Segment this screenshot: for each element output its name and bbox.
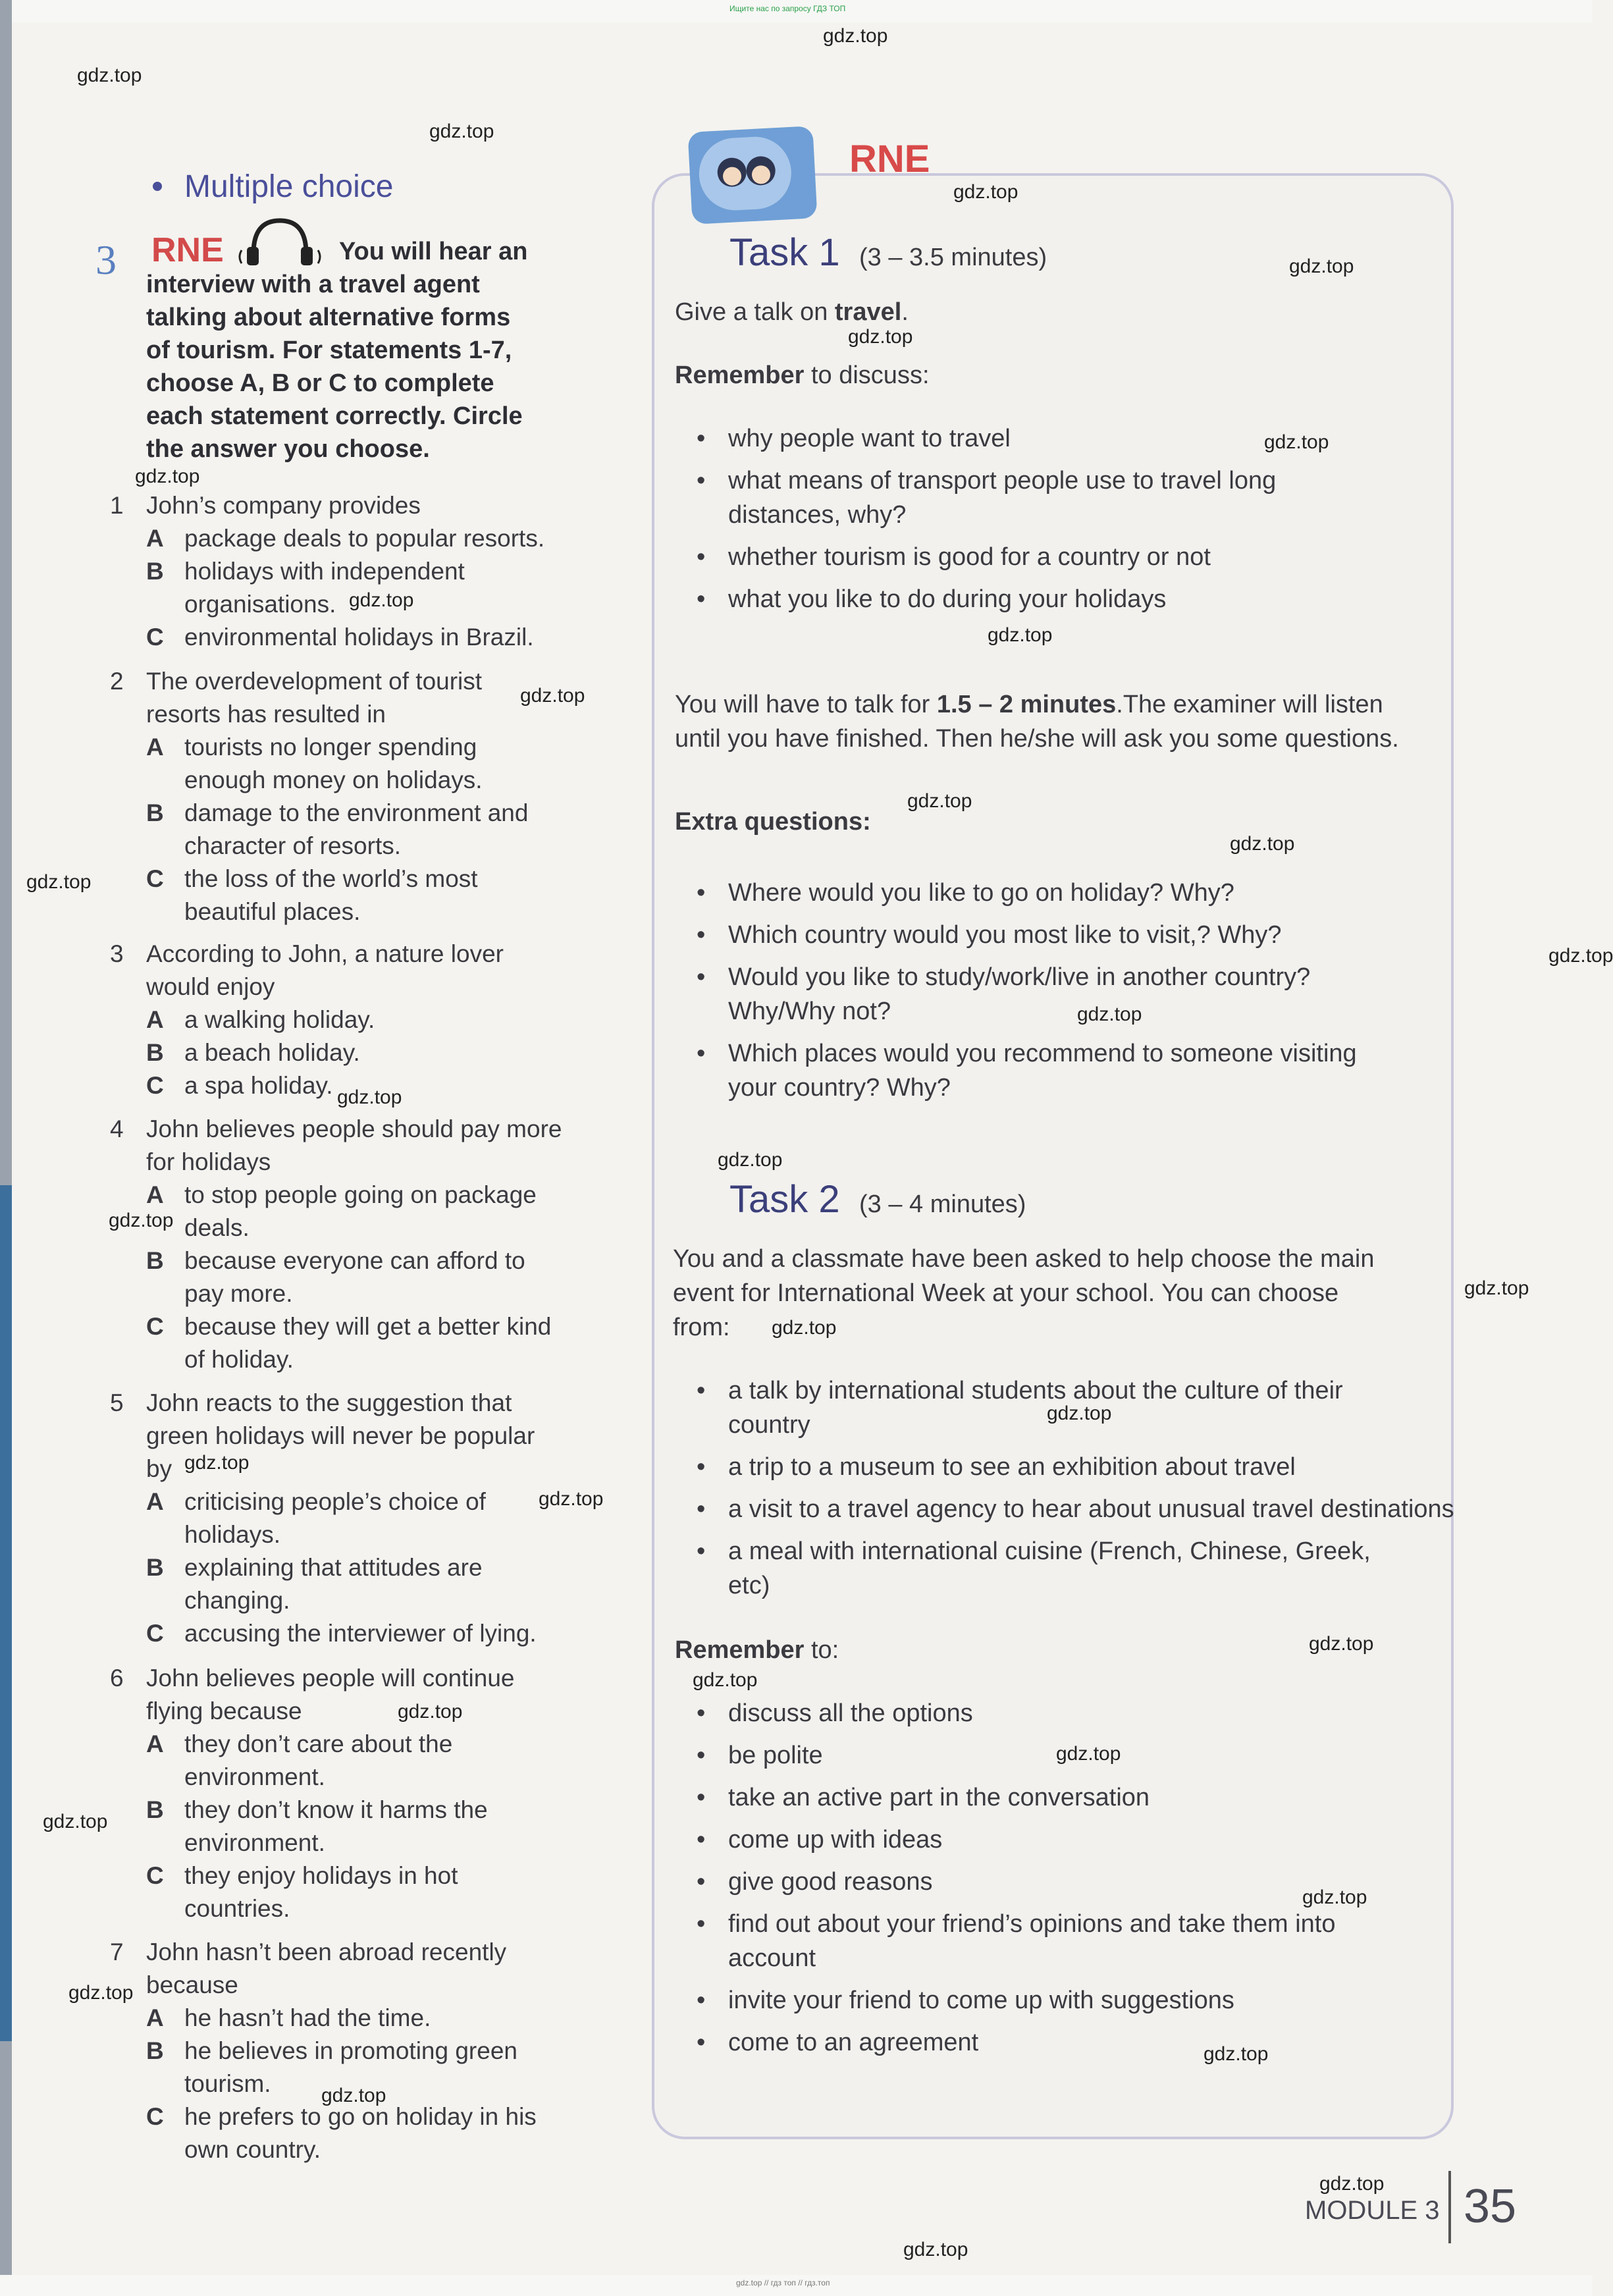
watermark: gdz.top [321,2085,386,2106]
bullet-dot: • [697,1377,706,1404]
watermark: gdz.top [135,466,200,487]
option-text: he believes in promoting green [184,2037,517,2064]
bullet-dot: • [697,879,706,907]
option-text: deals. [184,1214,250,1241]
bullet-text: a meal with international cuisine (French, Chinese, Greek, [728,1537,1371,1565]
question-text: by [146,1455,172,1482]
watermark: gdz.top [520,685,585,707]
question-text: John hasn’t been abroad recently [146,1938,507,1965]
watermark: gdz.top [337,1086,402,1108]
watermark: gdz.top [43,1811,108,1832]
option-text: explaining that attitudes are [184,1554,483,1581]
bullet-text: Which country would you most like to visit,? Why? [728,921,1282,949]
watermark: gdz.top [349,589,414,611]
panel-header-badge [687,126,817,225]
task1-give: Give a talk on travel. [675,298,909,326]
question-number: 1 [110,492,124,519]
task1-talk2: until you have finished. Then he/she will ask you some questions. [675,725,1399,753]
task2-time: (3 – 4 minutes) [859,1190,1026,1218]
option-letter: B [146,558,164,585]
bullet-dot: • [697,585,706,613]
question-text: John believes people will continue [146,1665,515,1692]
option-letter: C [146,1072,164,1099]
bullet-dot: • [697,2029,706,2056]
option-text: holidays with independent [184,558,465,585]
bullet-text: a visit to a travel agency to hear about unusual travel destinations [728,1495,1454,1523]
option-text: criticising people’s choice of [184,1488,486,1515]
option-letter: C [146,865,164,892]
bullet-dot: • [697,921,706,949]
task1-title: Task 1 [729,231,840,274]
bullet-text: country [728,1411,810,1439]
bottom-note: gdz.top // гдз топ // гдз.топ [736,2278,830,2287]
headphones-icon [240,214,319,267]
option-letter: A [146,1181,164,1208]
instruction-line: talking about alternative forms [146,304,511,331]
bullet-text: a trip to a museum to see an exhibition about travel [728,1453,1296,1481]
watermark: gdz.top [1230,833,1295,855]
bullet-text: Why/Why not? [728,998,891,1025]
bullet-dot: • [697,467,706,494]
watermark: gdz.top [68,1982,134,2004]
option-letter: C [146,1862,164,1889]
bullet-dot: • [697,1495,706,1523]
bullet-text: a talk by international students about the culture of their [728,1377,1343,1404]
task1-remember: Remember to discuss: [675,361,930,389]
option-text: character of resorts. [184,832,402,859]
watermark: gdz.top [26,871,92,893]
bullet-text: whether tourism is good for a country or not [728,543,1211,571]
watermark: gdz.top [988,624,1053,646]
bullet-dot: • [697,543,706,571]
watermark: gdz.top [1302,1886,1367,1908]
footer-divider [1448,2171,1451,2243]
option-text: accusing the interviewer of lying. [184,1620,537,1647]
watermark: gdz.top [772,1317,837,1339]
option-text: changing. [184,1587,290,1614]
watermark: gdz.top [1309,1633,1374,1655]
watermark: gdz.top [848,326,913,348]
bullet-text: distances, why? [728,501,907,529]
option-letter: B [146,1247,164,1274]
option-text: environment. [184,1829,325,1856]
option-letter: A [146,734,164,761]
watermark: gdz.top [1077,1003,1142,1025]
bullet-text: take an active part in the conversation [728,1784,1150,1811]
question-text: John believes people should pay more [146,1115,562,1142]
question-text: because [146,1971,238,1998]
instruction-line: choose A, B or C to complete [146,369,494,397]
instruction-line: of tourism. For statements 1-7, [146,336,512,364]
option-letter: A [146,525,164,552]
option-text: tourism. [184,2070,271,2097]
task2-title: Task 2 [729,1178,840,1221]
bullet-dot: • [697,1868,706,1896]
extra-questions-heading: Extra questions: [675,808,871,836]
option-text: they don’t know it harms the [184,1796,488,1823]
watermark: gdz.top [1289,255,1354,277]
bullet-text: find out about your friend’s opinions and take them into [728,1910,1336,1938]
question-text: According to John, a nature lover [146,940,504,967]
bullet-text: come up with ideas [728,1826,943,1854]
option-text: environment. [184,1763,325,1790]
option-text: package deals to popular resorts. [184,525,545,552]
option-text: a spa holiday. [184,1072,333,1099]
question-text: John’s company provides [146,492,421,519]
option-text: damage to the environment and [184,799,529,826]
option-text: because they will get a better kind [184,1313,552,1340]
panel-rne-label: RNE [849,138,930,180]
bullet-dot [153,182,162,191]
bullet-text: discuss all the options [728,1699,973,1727]
bullet-text: give good reasons [728,1868,933,1896]
watermark: gdz.top [1047,1402,1112,1424]
option-text: they don’t care about the [184,1730,453,1757]
bullet-text: etc) [728,1572,770,1599]
bullet-text: Would you like to study/work/live in another country? [728,963,1311,991]
option-text: of holiday. [184,1346,294,1373]
option-text: pay more. [184,1280,293,1307]
option-letter: C [146,624,164,651]
option-text: holidays. [184,1521,281,1548]
bullet-text: invite your friend to come up with suggestions [728,1987,1234,2014]
bullet-dot: • [697,425,706,452]
watermark: gdz.top [903,2239,968,2260]
question-text: resorts has resulted in [146,701,386,728]
option-text: organisations. [184,591,336,618]
option-text: to stop people going on package [184,1181,537,1208]
exercise-number: 3 [95,236,117,283]
question-number: 4 [110,1115,124,1142]
option-letter: B [146,2037,164,2064]
option-text: because everyone can afford to [184,1247,525,1274]
option-letter: A [146,1006,164,1033]
option-text: enough money on holidays. [184,766,483,793]
bullet-dot: • [697,1742,706,1769]
watermark: gdz.top [539,1488,604,1510]
option-text: a beach holiday. [184,1039,360,1066]
bullet-dot: • [697,1987,706,2014]
question-number: 2 [110,668,124,695]
watermark: gdz.top [823,25,888,47]
option-text: environmental holidays in Brazil. [184,624,534,651]
task1-time: (3 – 3.5 minutes) [859,244,1047,271]
page-number: 35 [1464,2180,1517,2233]
watermark: gdz.top [1464,1277,1529,1299]
watermark: gdz.top [953,181,1018,203]
option-letter: A [146,2004,164,2031]
top-note: Ищите нас по запросу ГДЗ ТОП [729,4,846,13]
watermark: gdz.top [77,65,142,86]
option-text: a walking holiday. [184,1006,375,1033]
watermark: gdz.top [1319,2173,1385,2195]
option-letter: B [146,1039,164,1066]
question-text: flying because [146,1697,302,1724]
watermark: gdz.top [429,120,494,142]
instruction-line: each statement correctly. Circle [146,402,523,430]
question-text: The overdevelopment of tourist [146,668,483,695]
question-text: for holidays [146,1148,271,1175]
bullet-dot: • [697,1910,706,1938]
option-letter: C [146,1313,164,1340]
watermark: gdz.top [398,1701,463,1722]
bullet-dot: • [697,1699,706,1727]
task1-talk: You will have to talk for 1.5 – 2 minutes.The examiner will listen [675,691,1383,718]
option-letter: B [146,799,164,826]
bullet-text: be polite [728,1742,823,1769]
page-edge-blue [0,1185,12,2041]
option-letter: A [146,1488,164,1515]
instruction-line: the answer you choose. [146,435,430,463]
task2-remember: Remember to: [675,1636,839,1664]
question-text: green holidays will never be popular [146,1422,535,1449]
question-number: 3 [110,940,124,967]
bullet-text: your country? Why? [728,1074,951,1102]
watermark: gdz.top [1056,1743,1121,1765]
watermark: gdz.top [1548,945,1613,967]
watermark: gdz.top [718,1149,783,1171]
option-letter: C [146,2103,164,2130]
instruction-line: interview with a travel agent [146,271,480,298]
bullet-text: Where would you like to go on holiday? Why? [728,879,1234,907]
watermark: gdz.top [184,1452,250,1474]
question-number: 5 [110,1389,124,1416]
intro-line: from: [673,1314,730,1341]
instruction-line: You will hear an [339,238,528,265]
option-text: they enjoy holidays in hot [184,1862,458,1889]
option-letter: C [146,1620,164,1647]
watermark: gdz.top [1203,2043,1269,2065]
bullet-dot: • [697,1826,706,1854]
option-letter: B [146,1796,164,1823]
bullet-dot: • [697,1784,706,1811]
option-text: beautiful places. [184,898,361,925]
option-text: tourists no longer spending [184,734,477,761]
bullet-dot: • [697,1537,706,1565]
question-text: John reacts to the suggestion that [146,1389,512,1416]
watermark: gdz.top [109,1210,174,1231]
intro-line: event for International Week at your school. You can choose [673,1279,1339,1307]
option-letter: A [146,1730,164,1757]
bullet-dot: • [697,963,706,991]
bullet-dot: • [697,1453,706,1481]
watermark: gdz.top [1264,431,1329,453]
bullet-text: why people want to travel [728,425,1011,452]
option-letter: B [146,1554,164,1581]
question-number: 6 [110,1665,124,1692]
question-text: would enjoy [146,973,275,1000]
option-text: the loss of the world’s most [184,865,478,892]
rne-label: RNE [151,231,224,269]
option-text: countries. [184,1895,290,1922]
bullet-text: come to an agreement [728,2029,979,2056]
bullet-text: what means of transport people use to travel long [728,467,1277,494]
watermark: gdz.top [693,1669,758,1691]
module-label: MODULE 3 [1305,2196,1440,2225]
question-number: 7 [110,1938,124,1965]
option-text: own country. [184,2136,321,2163]
bullet-text: what you like to do during your holidays [728,585,1167,613]
option-text: he hasn’t had the time. [184,2004,431,2031]
option-text: he prefers to go on holiday in his [184,2103,537,2130]
intro-line: You and a classmate have been asked to help choose the main [673,1245,1375,1273]
section-title: Multiple choice [184,169,394,204]
watermark: gdz.top [907,790,972,812]
bullet-text: Which places would you recommend to someone visiting [728,1040,1357,1067]
people-icon [706,147,787,203]
bullet-text: account [728,1944,816,1972]
bullet-dot: • [697,1040,706,1067]
